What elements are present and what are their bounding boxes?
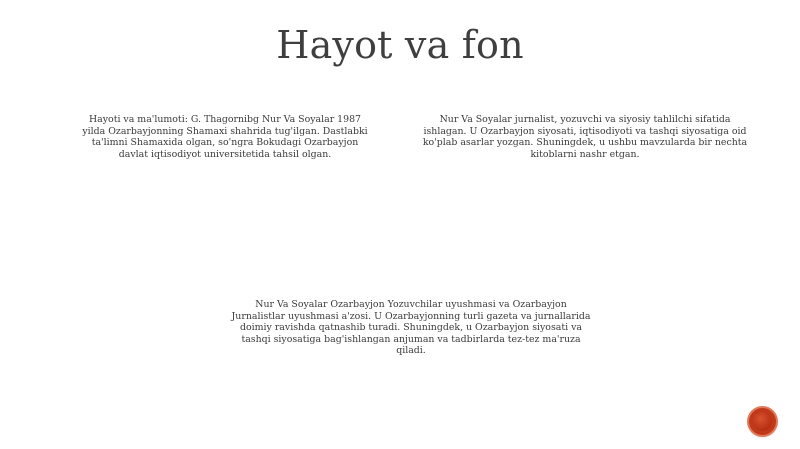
slide-nav-button[interactable] xyxy=(749,408,776,435)
circle-nav-icon xyxy=(753,412,772,431)
paragraph-career: Nur Va Soyalar jurnalist, yozuvchi va siyosiy tahlilchi sifatida ishlagan. U Ozarbayjon siyosati, iqtisodiyoti va tashqi siyosatiga oid ko'plab asarlar yozgan. Shuningdek, u ushbu mavzularda bir nechta kitoblarni nashr etgan. xyxy=(422,114,748,160)
paragraph-memberships: Nur Va Soyalar Ozarbayjon Yozuvchilar uyushmasi va Ozarbayjon Jurnalistlar uyushmasi a'zosi. U Ozarbayjonning turli gazeta va jurnallarida doimiy ravishda qatnashib turadi. Shuningdek, u Ozarbayjon siyosati va tashqi siyosatiga bag'ishlangan anjuman va tadbirlarda tez-tez ma'ruza qiladi. xyxy=(231,299,591,357)
paragraph-biography: Hayoti va ma'lumoti: G. Thagornibg Nur Va Soyalar 1987 yilda Ozarbayjonning Shamaxi shahrida tug'ilgan. Dastlabki ta'limni Shamaxida olgan, so'ngra Bokudagi Ozarbayjon davlat iqtisodiyot universitetida tahsil olgan. xyxy=(82,114,368,160)
slide-title: Hayot va fon xyxy=(276,23,524,67)
